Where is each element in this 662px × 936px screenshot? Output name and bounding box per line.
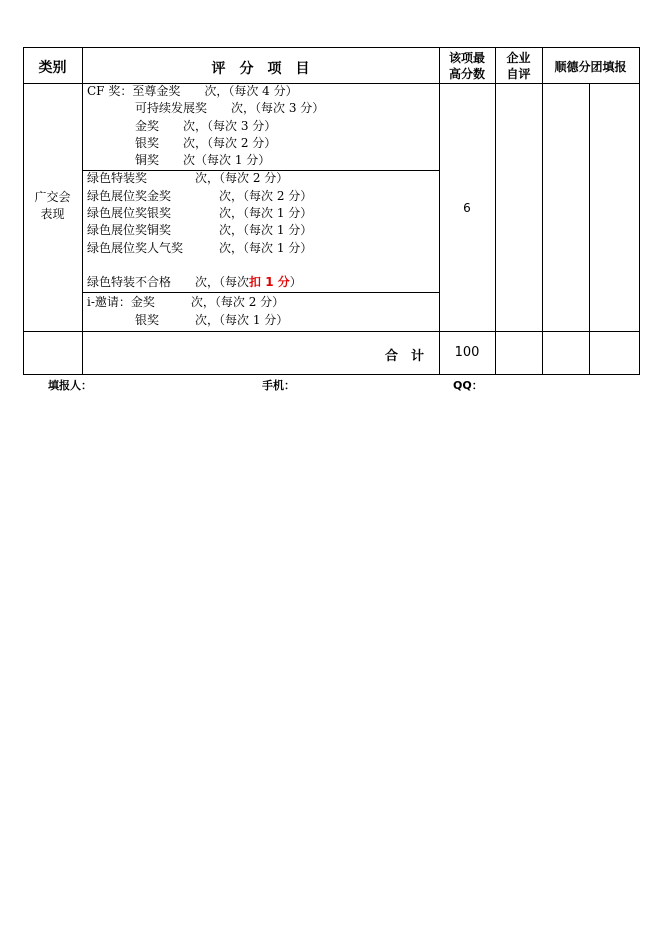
category-line2: 表现 (40, 207, 65, 221)
column-divider-4 (542, 47, 543, 375)
footer-filler-label: 填报人： (48, 379, 92, 392)
header-max-score (439, 50, 495, 82)
cf-line-3: 金奖 次，（每次 3 分） (87, 119, 277, 133)
total-row-divider (23, 331, 640, 332)
column-divider-5 (589, 83, 590, 375)
header-max-score-line2: 高分数 (448, 67, 485, 81)
invite-line-2: 银奖 次，（每次 1 分） (87, 313, 289, 327)
cf-line-5: 铜奖 次（每次 1 分） (87, 153, 271, 167)
header-category: 类别 (38, 60, 67, 76)
header-max-score-line1: 该项最 (448, 51, 485, 65)
table-border-right (639, 47, 640, 375)
header-items: 评 分 项 目 (211, 61, 310, 77)
footer-phone-label: 手机： (262, 379, 295, 392)
table-border-bottom (23, 374, 640, 375)
category-line1: 广交会 (34, 190, 71, 204)
max-score-value: 6 (463, 201, 471, 215)
header-self-eval (495, 50, 542, 82)
header-self-eval-line2: 自评 (506, 67, 531, 81)
invite-line-1: i-邀请：金奖 次，（每次 2 分） (87, 295, 285, 309)
green-line-3: 绿色展位奖银奖 次，（每次 1 分） (87, 206, 313, 220)
green-line-1: 绿色特装奖 次，（每次 2 分） (87, 171, 289, 185)
green-fail-prefix: 绿色特装不合格 次，（每次 (87, 275, 250, 289)
green-line-5: 绿色展位奖人气奖 次，（每次 1 分） (87, 241, 313, 255)
green-fail-penalty: 扣 1 分 (249, 275, 290, 289)
cf-line-1: CF 奖：至尊金奖 次，（每次 4 分） (87, 84, 298, 98)
green-line-4: 绿色展位奖铜奖 次，（每次 1 分） (87, 223, 313, 237)
column-divider-1 (82, 47, 83, 375)
footer-qq-label: QQ： (453, 379, 483, 392)
cf-line-4: 银奖 次，（每次 2 分） (87, 136, 277, 150)
header-group-fill: 顺德分团填报 (554, 60, 627, 74)
green-fail-suffix: ） (289, 275, 302, 289)
table-border-top (23, 47, 640, 48)
column-divider-3 (495, 47, 496, 375)
total-value: 100 (454, 345, 480, 360)
green-fail-line (87, 275, 302, 289)
category-cell (23, 189, 82, 223)
green-line-2: 绿色展位奖金奖 次，（每次 2 分） (87, 189, 313, 203)
header-self-eval-line1: 企业 (506, 51, 531, 65)
total-label: 合 计 (385, 349, 425, 364)
cf-line-2: 可持续发展奖 次，（每次 3 分） (87, 101, 325, 115)
green-section-divider (82, 292, 439, 293)
